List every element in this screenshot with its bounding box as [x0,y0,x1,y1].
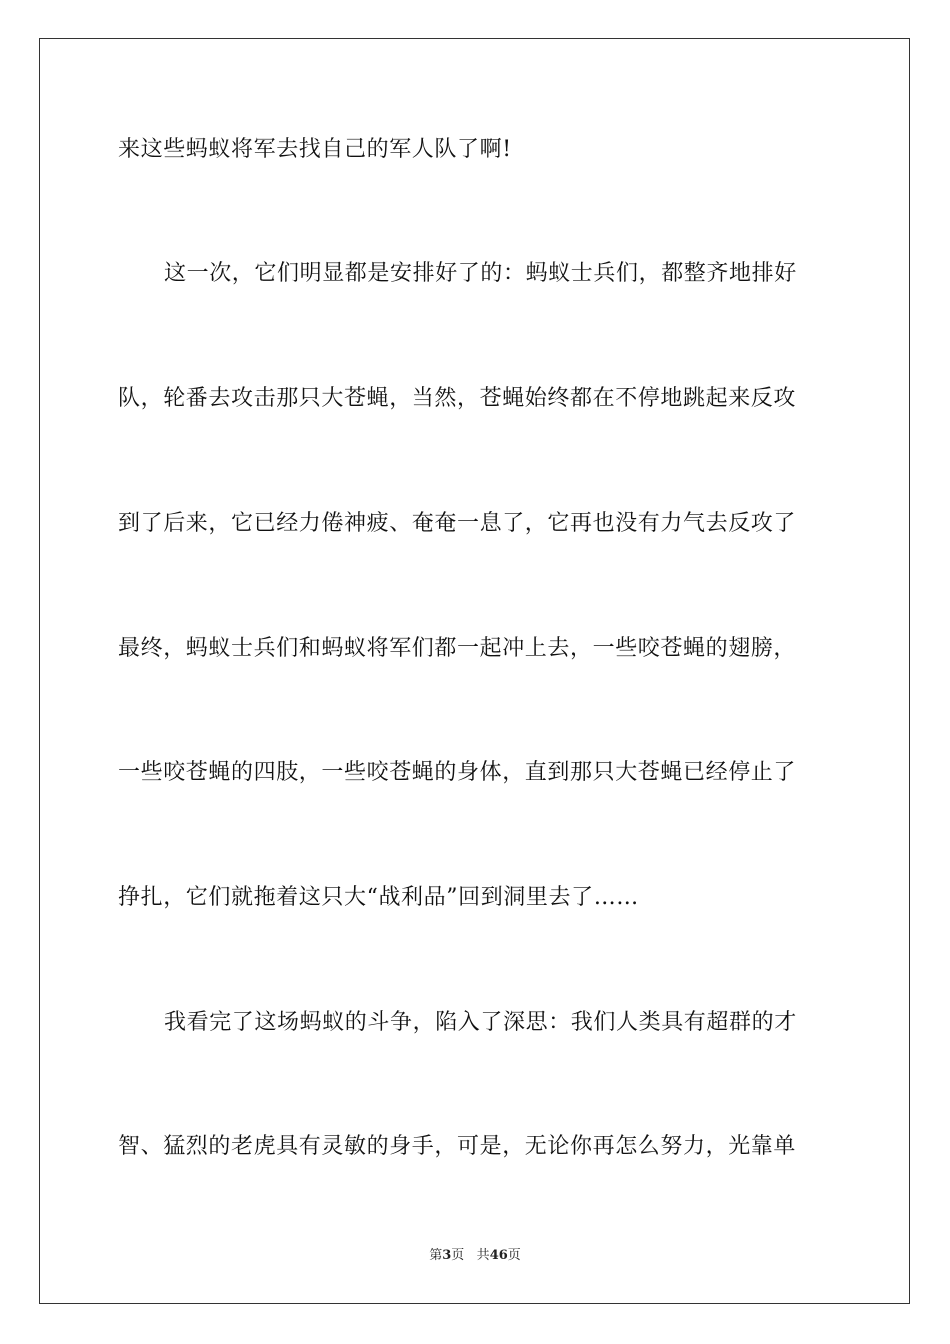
text-line-4: 到了后来，它已经力倦神疲、奄奄一息了，它再也没有力气去反攻了 [118,511,797,536]
paragraph-start-line-8: 我看完了这场蚂蚁的斗争，陷入了深思：我们人类具有超群的才 [164,1010,797,1035]
text-line-6: 一些咬苍蝇的四肢，一些咬苍蝇的身体，直到那只大苍蝇已经停止了 [118,760,797,785]
total-pages: 46 [489,1248,508,1263]
text-line-5: 最终，蚂蚁士兵们和蚂蚁将军们都一起冲上去，一些咬苍蝇的翅膀， [118,636,797,661]
page-prefix: 第 [429,1248,443,1263]
text-line-1: 来这些蚂蚁将军去找自己的军人队了啊! [118,137,512,162]
total-prefix: 共 [476,1248,490,1263]
total-suffix: 页 [507,1248,521,1263]
paragraph-start-line-2: 这一次，它们明显都是安排好了的：蚂蚁士兵们，都整齐地排好 [164,261,797,286]
page-border [39,38,910,1304]
text-line-3: 队，轮番去攻击那只大苍蝇，当然，苍蝇始终都在不停地跳起来反攻 [118,386,797,411]
text-line-9: 智、猛烈的老虎具有灵敏的身手，可是，无论你再怎么努力，光靠单 [118,1134,797,1159]
page-footer [0,1247,950,1265]
page-suffix: 页 [451,1248,465,1263]
text-line-7: 挣扎，它们就拖着这只大“战利品”回到洞里去了…… [118,885,639,910]
page-number: 3 [442,1248,452,1263]
